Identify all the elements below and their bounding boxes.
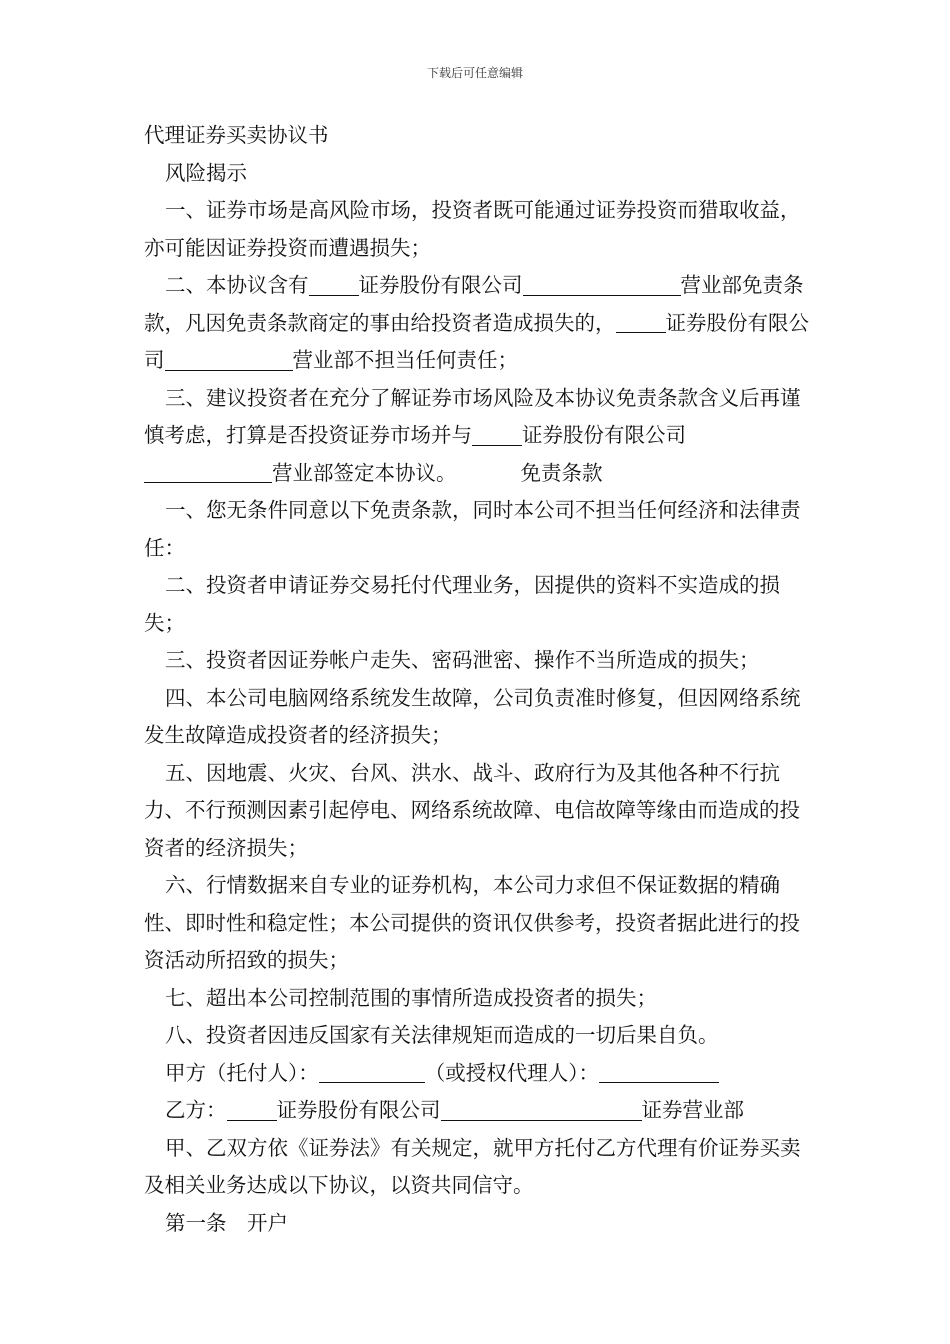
clause-7: 七、超出本公司控制范围的事情所造成投资者的损失； bbox=[165, 985, 657, 1010]
clause-5: 五、因地震、火灾、台风、洪水、战斗、政府行为及其他各种不行抗力、不行预测因素引起停电、网络系统故障、电信故障等缘由而造成的投资者的经济损失； bbox=[144, 760, 800, 860]
document-body bbox=[144, 117, 809, 1242]
clause-8: 八、投资者因违反国家有关法律规矩而造成的一切后果自负。 bbox=[165, 1023, 719, 1047]
clause-4: 四、本公司电脑网络系统发生故障，公司负责准时修复，但因网络系统发生故障造成投资者的经济损失； bbox=[144, 685, 801, 747]
clause-6: 六、行情数据来自专业的证券机构，本公司力求但不保证数据的精确性、即时性和稳定性；本公司提供的资讯仅供参考，投资者据此进行的投资活动所招致的损失； bbox=[144, 873, 800, 972]
blank-line bbox=[599, 1061, 719, 1084]
risk-heading bbox=[144, 155, 809, 193]
risk-item-3: 三、建议投资者在充分了解证券市场风险及本协议免责条款含义后再谨慎考虑，打算是否投资证券市场并与 证券股份有限公司营业部签定本协议。 免责条款 bbox=[144, 385, 801, 485]
blank-line bbox=[165, 348, 293, 371]
clause-2: 二、投资者申请证券交易托付代理业务，因提供的资料不实造成的损失； bbox=[144, 573, 780, 635]
blank-line bbox=[309, 273, 359, 296]
blank-line bbox=[523, 273, 681, 296]
party-b-line: 乙方： 证券股份有限公司 证券营业部 bbox=[165, 1098, 744, 1122]
disclaimer-heading: 免责条款 bbox=[520, 460, 603, 485]
page-header-note: 下载后可任意编辑 bbox=[426, 66, 523, 80]
agreement-intro: 甲、乙双方依《证券法》有关规定，就甲方托付乙方代理有价证券买卖及相关业务达成以下协议，以资共同信守。 bbox=[144, 1135, 801, 1197]
blank-line bbox=[472, 423, 522, 446]
party-a-line: 甲方（托付人）： （或授权代理人）： bbox=[144, 1055, 809, 1093]
article-1-heading: 第一条 开户 bbox=[165, 1210, 288, 1235]
blank-line bbox=[441, 1098, 642, 1121]
risk-item-2: 二、本协议含有 证券股份有限公司 营业部免责条款，凡因免责条款商定的事由给投资者造成损失的， 证券股份有限公司 营业部不担当任何责任； bbox=[144, 273, 809, 372]
blank-line bbox=[319, 1061, 425, 1084]
document-title: 代理证券买卖协议书 bbox=[144, 123, 329, 147]
risk-heading-text: 风险揭示 bbox=[165, 160, 247, 185]
clause-3: 三、投资者因证券帐户走失、密码泄密、操作不当所造成的损失； bbox=[165, 648, 760, 672]
blank-line bbox=[144, 461, 272, 484]
clause-1: 一、您无条件同意以下免责条款，同时本公司不担当任何经济和法律责任： bbox=[144, 498, 801, 560]
blank-line bbox=[616, 311, 666, 334]
blank-line bbox=[227, 1098, 277, 1121]
risk-item-1: 一、证券市场是高风险市场，投资者既可能通过证券投资而猎取收益，亦可能因证券投资而遭遇损失； bbox=[144, 198, 801, 260]
